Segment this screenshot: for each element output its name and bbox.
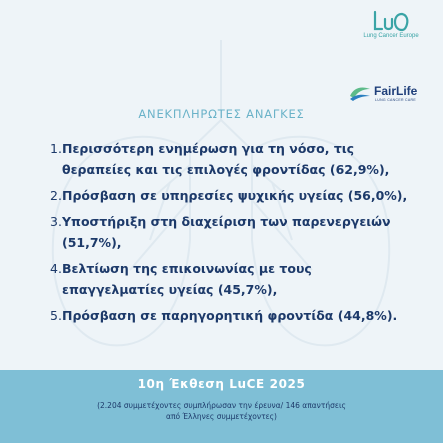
footer-banner <box>0 370 443 443</box>
list-item <box>50 185 420 206</box>
list-item-number: 3. <box>50 214 62 229</box>
fairlife-tagline: LUNG CANCER CARE <box>375 98 416 102</box>
list-item-number: 2. <box>50 188 62 203</box>
list-item-text: Βελτίωση της επικοινωνίας με τους επαγγελματίες υγείας (45,7%), <box>62 261 312 297</box>
luce-logo <box>356 10 426 39</box>
luce-logo-mark <box>371 10 411 32</box>
page-title: ΑΝΕΚΠΛΗΡΩΤΕΣ ΑΝΑΓΚΕΣ <box>138 107 305 121</box>
list-item-number: 1. <box>50 141 62 156</box>
list-item <box>50 258 420 300</box>
fairlife-logo <box>348 83 430 103</box>
list-item-number: 5. <box>50 308 62 323</box>
luce-tagline: Lung Cancer Europe <box>363 33 419 39</box>
list-item-text: Πρόσβαση σε παρηγορητική φροντίδα (44,8%). <box>62 308 398 323</box>
fairlife-wordmark: FairLife <box>374 84 418 98</box>
list-item-text: Περισσότερη ενημέρωση για τη νόσο, τις θεραπείες και τις επιλογές φροντίδας (62,9%), <box>62 141 390 177</box>
needs-list <box>50 138 420 326</box>
footer-title: 10η Έκθεση LuCE 2025 <box>137 377 306 391</box>
list-item-text: Πρόσβαση σε υπηρεσίες ψυχικής υγείας (56,0%), <box>62 188 408 203</box>
footer-subtitle: (2.204 συμμετέχοντες συμπλήρωσαν την έρευνα/ 146 απαντήσεις από Έλληνες συμμετέχοντες) <box>97 401 346 421</box>
fairlife-logo-mark <box>348 84 372 102</box>
list-item-number: 4. <box>50 261 62 276</box>
list-item <box>50 211 420 253</box>
list-item <box>50 138 420 180</box>
list-item-text: Υποστήριξη στη διαχείριση των παρενεργειών (51,7%), <box>62 214 391 250</box>
list-item <box>50 305 420 326</box>
